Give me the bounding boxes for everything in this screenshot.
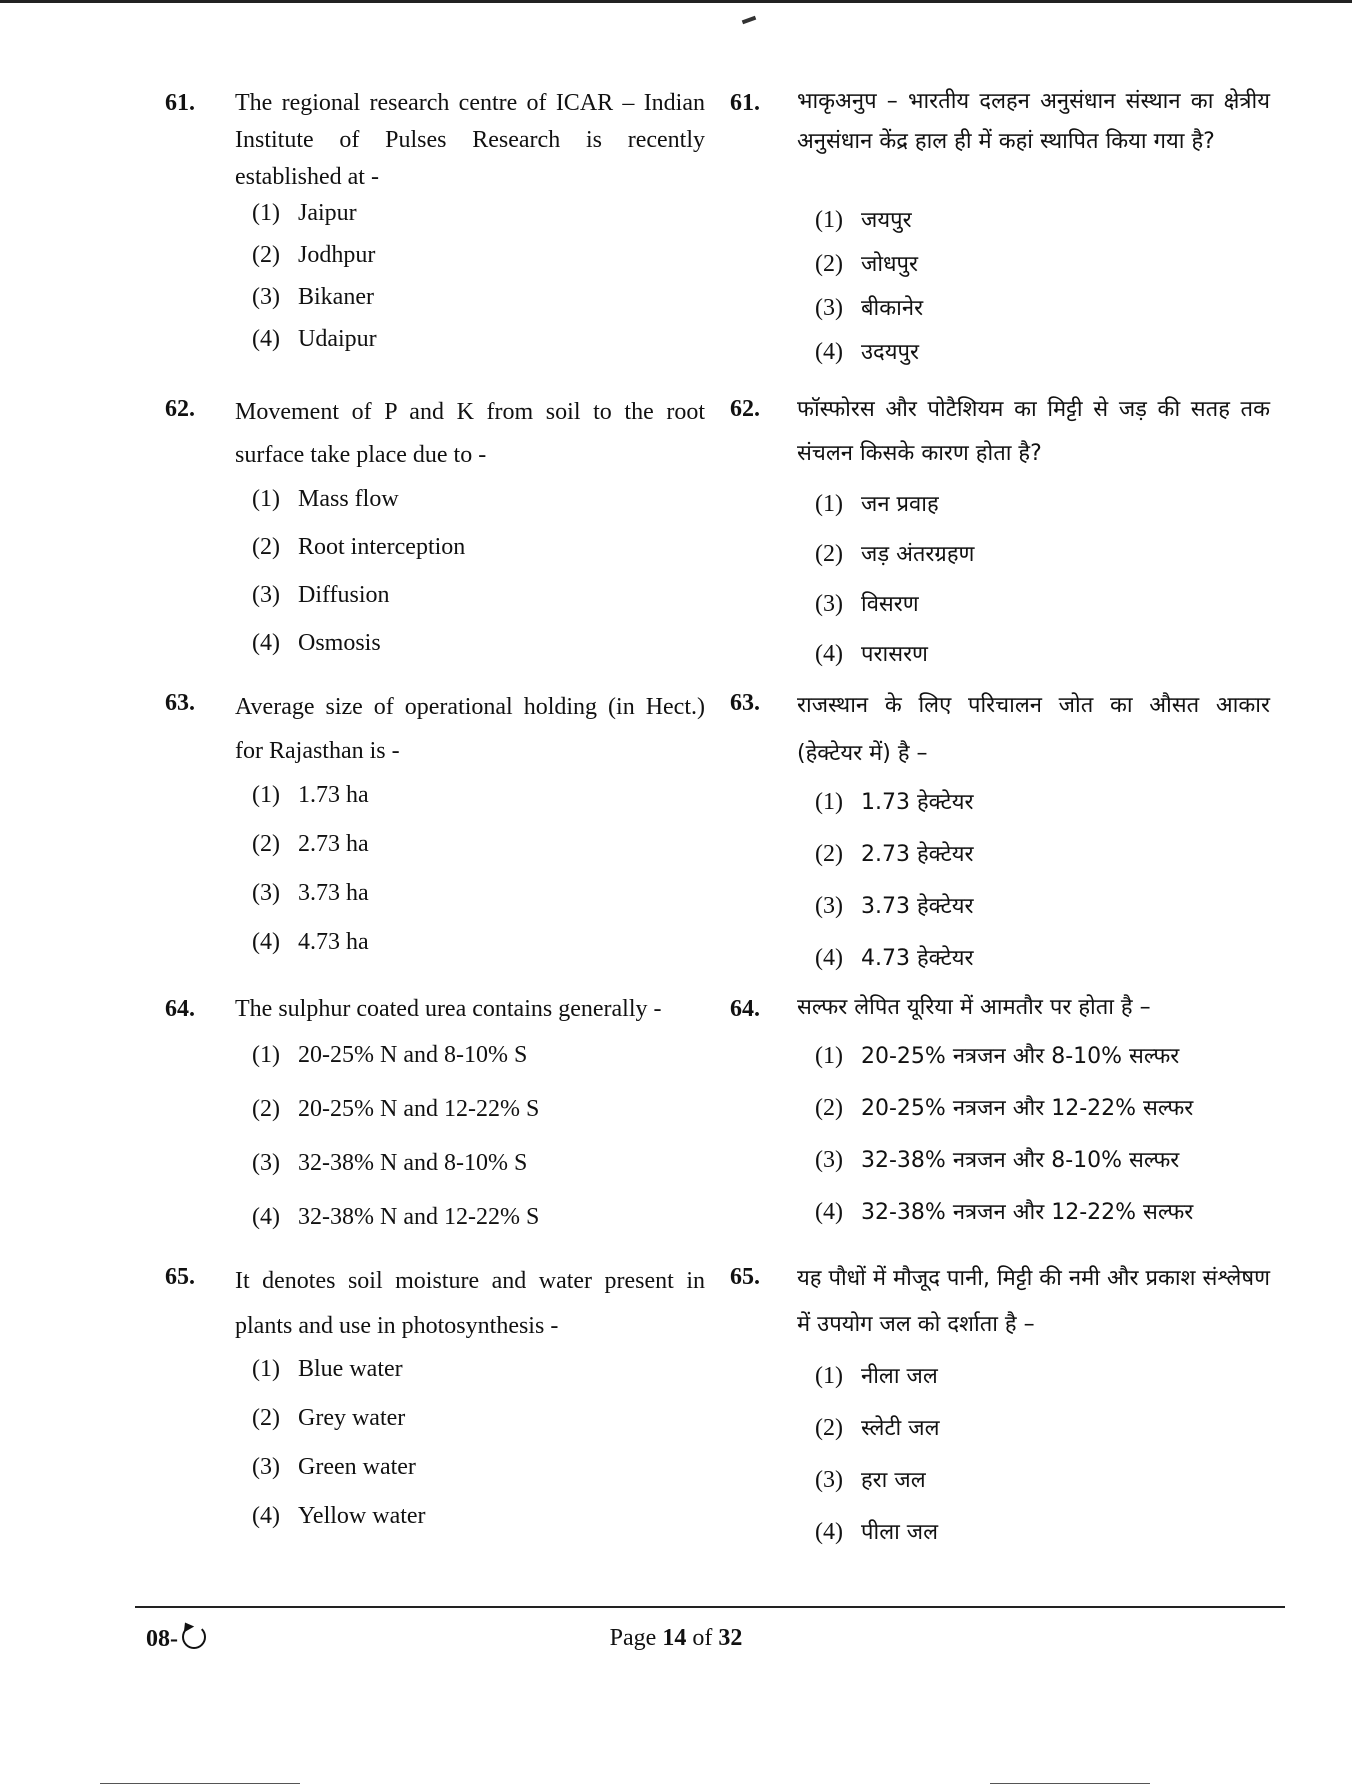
option-2: (2) Grey water [252, 1405, 406, 1431]
option-3: (3) Diffusion [252, 582, 390, 608]
option-3: (3) Bikaner [252, 284, 374, 310]
page-indicator: Page 14 of 32 [609, 1625, 743, 1651]
question-number: 64. [730, 996, 760, 1022]
option-3: (3) हरा जल [815, 1467, 926, 1493]
option-2: (2) 20-25% नत्रजन और 12-22% सल्फर [815, 1095, 1194, 1121]
scan-mark [742, 16, 757, 25]
question-number: 61. [165, 90, 195, 116]
option-1: (1) जयपुर [815, 207, 912, 233]
option-2: (2) 2.73 ha [252, 831, 369, 857]
question-text: Average size of operational holding (in Hect.) for Rajasthan is - [235, 694, 705, 764]
option-1: (1) नीला जल [815, 1363, 938, 1389]
option-3: (3) बीकानेर [815, 295, 924, 321]
question-number: 65. [165, 1264, 195, 1290]
question-text: Movement of P and K from soil to the root surface take place due to - [235, 399, 705, 468]
option-3: (3) 3.73 हेक्टेयर [815, 893, 974, 919]
option-1: (1) 1.73 हेक्टेयर [815, 789, 974, 815]
option-4: (4) 32-38% नत्रजन और 12-22% सल्फर [815, 1199, 1194, 1225]
question-number: 65. [730, 1264, 760, 1290]
question-text: भाकृअनुप – भारतीय दलहन अनुसंधान संस्थान का क्षेत्रीय अनुसंधान केंद्र हाल ही में कहां स्थापित किया गया है? [797, 89, 1270, 154]
option-1: (1) 20-25% N and 8-10% S [252, 1042, 528, 1068]
option-1: (1) Blue water [252, 1356, 403, 1382]
option-1: (1) जन प्रवाह [815, 491, 939, 517]
option-2: (2) Jodhpur [252, 242, 376, 268]
scan-artifact [100, 1783, 300, 1784]
scan-artifact [990, 1783, 1150, 1784]
option-3: (3) विसरण [815, 591, 919, 617]
option-2: (2) Root interception [252, 534, 466, 560]
paper-code: 08- [146, 1625, 206, 1653]
option-4: (4) Udaipur [252, 326, 377, 352]
option-4: (4) 4.73 हेक्टेयर [815, 945, 974, 971]
question-text: सल्फर लेपित यूरिया में आमतौर पर होता है – [797, 995, 1151, 1020]
question-text: The regional research centre of ICAR – Indian Institute of Pulses Research is recently established at - [235, 90, 705, 190]
option-1: (1) 20-25% नत्रजन और 8-10% सल्फर [815, 1043, 1180, 1069]
option-4: (4) 4.73 ha [252, 929, 369, 955]
option-2: (2) जड़ अंतरग्रहण [815, 541, 975, 567]
option-2: (2) 2.73 हेक्टेयर [815, 841, 974, 867]
top-border-line [0, 0, 1352, 3]
question-text: फॉस्फोरस और पोटैशियम का मिट्टी से जड़ की सतह तक संचलन किसके कारण होता है? [797, 397, 1270, 466]
option-4: (4) Osmosis [252, 630, 381, 656]
option-2: (2) जोधपुर [815, 251, 919, 277]
question-text: राजस्थान के लिए परिचालन जोत का औसत आकार (हेक्टेयर में) है – [797, 693, 1270, 766]
option-1: (1) Jaipur [252, 200, 357, 226]
question-text: It denotes soil moisture and water present in plants and use in photosynthesis - [235, 1268, 705, 1339]
question-text: The sulphur coated urea contains generally - [235, 996, 662, 1022]
option-2: (2) 20-25% N and 12-22% S [252, 1096, 540, 1122]
option-4: (4) पीला जल [815, 1519, 939, 1545]
option-4: (4) उदयपुर [815, 339, 919, 365]
option-2: (2) स्लेटी जल [815, 1415, 940, 1441]
footer-divider [135, 1606, 1285, 1608]
option-4: (4) Yellow water [252, 1503, 426, 1529]
option-3: (3) 32-38% नत्रजन और 8-10% सल्फर [815, 1147, 1180, 1173]
option-4: (4) 32-38% N and 12-22% S [252, 1204, 540, 1230]
option-3: (3) 3.73 ha [252, 880, 369, 906]
page-total: 32 [718, 1625, 743, 1651]
page-current: 14 [662, 1625, 687, 1651]
option-1: (1) 1.73 ha [252, 782, 369, 808]
question-number: 61. [730, 90, 760, 116]
option-4: (4) परासरण [815, 641, 928, 667]
option-3: (3) 32-38% N and 8-10% S [252, 1150, 528, 1176]
option-3: (3) Green water [252, 1454, 416, 1480]
option-1: (1) Mass flow [252, 486, 399, 512]
question-number: 63. [165, 690, 195, 716]
question-number: 62. [730, 396, 760, 422]
question-number: 63. [730, 690, 760, 716]
question-number: 64. [165, 996, 195, 1022]
question-text: यह पौधों में मौजूद पानी, मिट्टी की नमी और प्रकाश संश्लेषण में उपयोग जल को दर्शाता है – [797, 1266, 1270, 1337]
question-number: 62. [165, 396, 195, 422]
